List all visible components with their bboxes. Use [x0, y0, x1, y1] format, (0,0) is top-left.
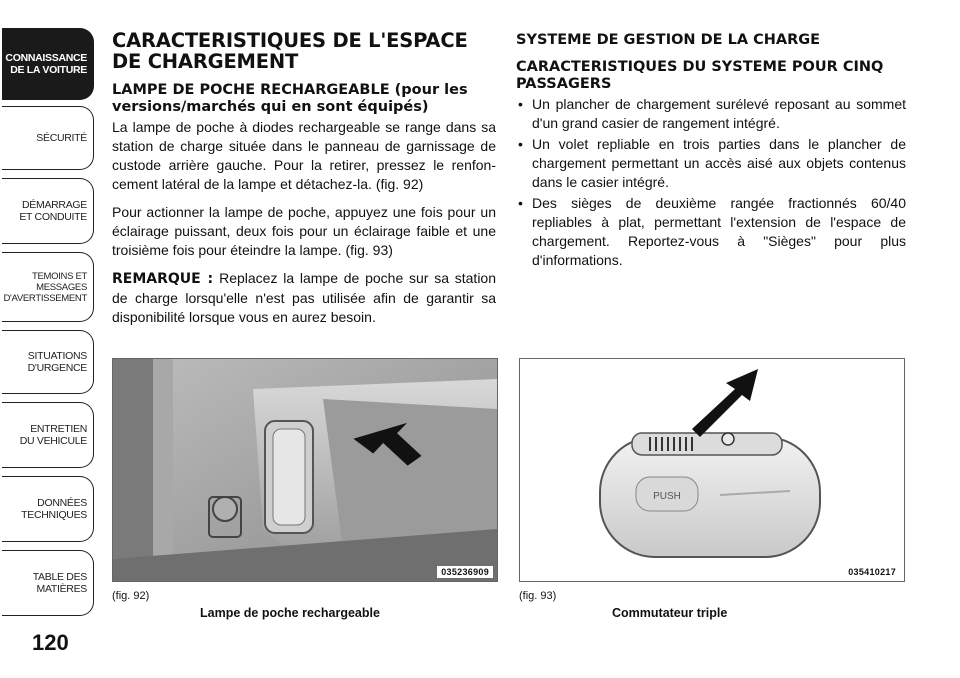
tab-entretien-vehicule[interactable] [2, 402, 94, 468]
figure-code: 035236909 [437, 566, 493, 578]
tab-situations-urgence[interactable] [2, 330, 94, 394]
tab-label-line: DONNÉES [37, 497, 87, 509]
push-button-label: PUSH [653, 491, 681, 502]
tab-donnees-techniques[interactable] [2, 476, 94, 542]
tab-label-line: SÉCURITÉ [36, 132, 87, 144]
paragraph: Pour actionner la lampe de poche, appuyez une fois pour un éclairage puissant, deux fois pour un éclairage faible et une troisième fois pour éteindre la lampe. (fig. 93) [112, 204, 496, 258]
tab-label-line: DE LA VOITURE [10, 64, 87, 76]
paragraph: La lampe de poche à diodes rechargeable se range dans sa station de charge située dans le panneau de garnissage de custode arrière gauche. Pour la retirer, pressez le renfoncement latéral de la lampe et détachez-la. (fig. 92) [112, 119, 496, 192]
list-item: • Des sièges de deuxième rangée fractionnés 60/40 repliables à plat, permettant l'extension de l'espace de chargement. Reportez-vous à "Sièges" pour plus d'informations. [516, 194, 906, 270]
note-paragraph [112, 269, 496, 327]
right-column [516, 30, 906, 272]
tab-label-line: CONNAISSANCE [5, 52, 87, 64]
section-title: CARACTERISTIQUES DE L'ESPACE DE CHARGEMENT [112, 29, 468, 73]
tab-label-line: ENTRETIEN [30, 423, 87, 435]
tab-label-line: D'AVERTISSEMENT [3, 292, 87, 304]
figure-ref: (fig. 92) [112, 590, 150, 602]
tab-label-line: TABLE DES [32, 571, 87, 583]
tab-label-line: TECHNIQUES [21, 509, 87, 521]
note-label: REMARQUE : [112, 271, 214, 287]
section-heading: SYSTEME DE GESTION DE LA CHARGE [516, 32, 821, 48]
tab-label-line: ET CONDUITE [19, 211, 87, 223]
note-text: Replacez la lampe de poche sur sa station de charge lorsqu'elle n'est pas utilisée afin de garantir sa disponibilité lorsque vous en aurez besoin. [112, 270, 496, 325]
figure-caption: Commutateur triple [612, 606, 728, 620]
figure-ref: (fig. 93) [519, 590, 557, 602]
tab-temoins-messages[interactable] [2, 252, 94, 322]
tab-demarrage-conduite[interactable] [2, 178, 94, 244]
tab-label-line: MESSAGES [36, 281, 87, 293]
figure-code: 035410217 [844, 566, 900, 578]
figure-93-image [519, 358, 905, 582]
flashlight-dock-illustration [113, 359, 497, 581]
tab-label-line: DU VEHICULE [19, 435, 87, 447]
tab-label-line: SITUATIONS [27, 350, 87, 362]
figure-caption: Lampe de poche rechargeable [200, 606, 380, 620]
subsection-title: LAMPE DE POCHE RECHARGEABLE (pour les versions/marchés qui en sont équipés) [112, 82, 468, 115]
tab-connaissance-voiture[interactable] [2, 28, 94, 100]
flashlight-switch-illustration [520, 359, 904, 581]
subsection-heading: CARACTERISTIQUES DU SYSTEME POUR CINQ PASSAGERS [516, 59, 884, 92]
tab-label-line: D'URGENCE [27, 362, 87, 374]
list-item: • Un plancher de chargement surélevé reposant au sommet d'un grand casier de rangement intégré. [516, 95, 906, 133]
list-item: • Un volet repliable en trois parties dans le plancher de chargement permettant un accès aisé aux objets contenus dans le casier intégré. [516, 135, 906, 192]
chapter-nav [0, 0, 100, 678]
tab-securite[interactable] [2, 106, 94, 170]
tab-label-line: DÉMARRAGE [22, 199, 87, 211]
figure-92-image [112, 358, 498, 582]
page-number: 120 [32, 630, 69, 655]
left-column [112, 30, 496, 336]
feature-list [516, 95, 906, 270]
tab-label-line: MATIÈRES [36, 583, 87, 595]
tab-table-matieres[interactable] [2, 550, 94, 616]
tab-label-line: TEMOINS ET [31, 270, 87, 282]
